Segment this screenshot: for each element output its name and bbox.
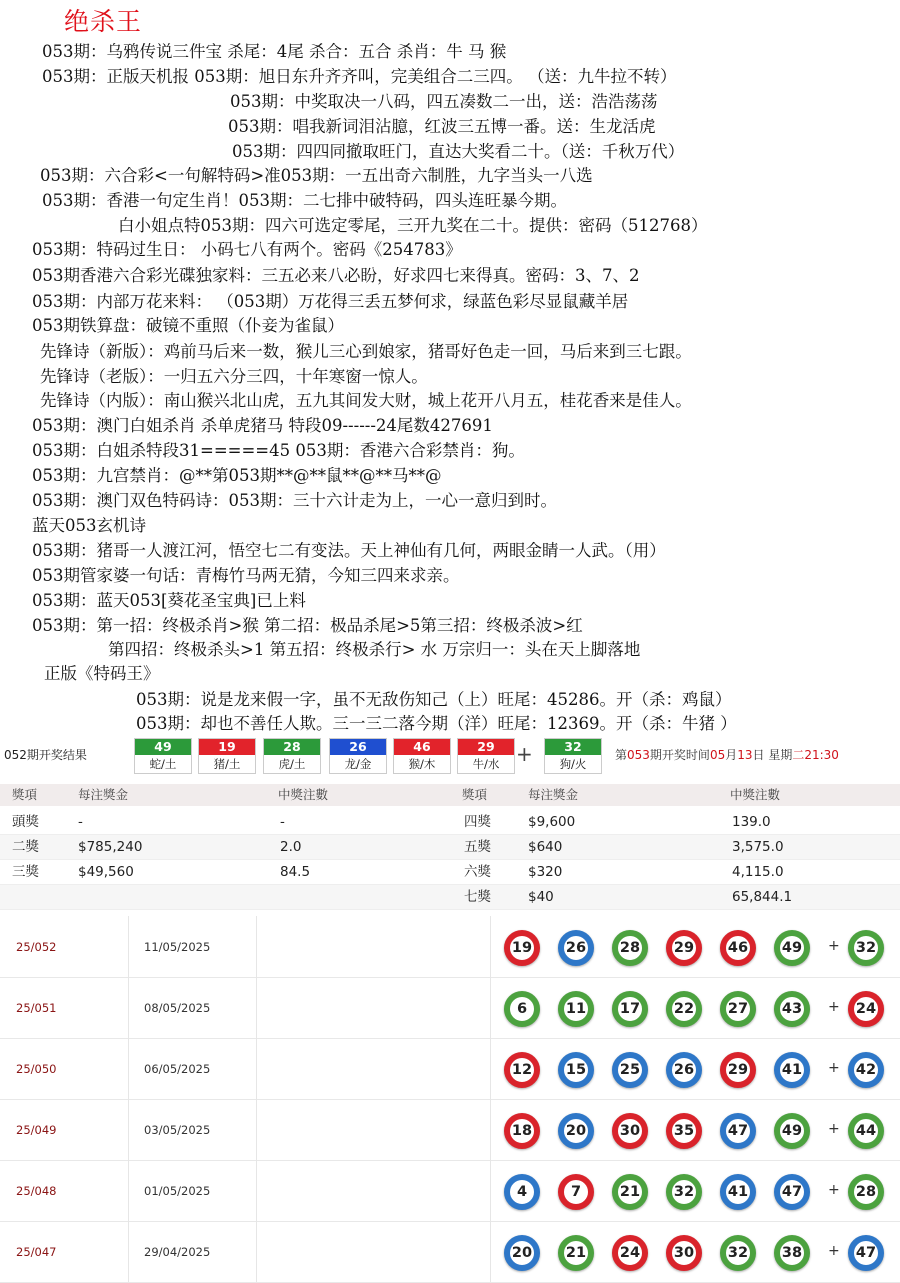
history-ball: 32 — [720, 1235, 756, 1271]
result-ball — [198, 738, 256, 774]
prize-cell: 五獎 — [464, 839, 491, 855]
history-period: 25/049 — [16, 1123, 57, 1137]
history-special-ball: 28 — [848, 1174, 884, 1210]
prize-cell: 頭獎 — [12, 814, 39, 830]
text-line: 蓝天053玄机诗 — [32, 516, 146, 535]
prize-cell: $9,600 — [528, 814, 576, 830]
result-ball — [329, 738, 387, 774]
history-row — [0, 977, 900, 1039]
history-period: 25/050 — [16, 1062, 57, 1076]
result-ball — [263, 738, 321, 774]
prize-cell: 六獎 — [464, 864, 491, 880]
history-divider — [490, 1038, 491, 1099]
prize-cell: 65,844.1 — [732, 889, 793, 905]
special-ball-number: 32 — [545, 739, 601, 755]
history-special-ball: 42 — [848, 1052, 884, 1088]
history-date: 29/04/2025 — [144, 1245, 211, 1259]
text-line: 053期：唱我新词泪沾臆，红波三五博一番。送：生龙活虎 — [228, 117, 656, 136]
next-month: 05 — [709, 748, 726, 762]
history-row — [0, 1099, 900, 1161]
next-mid: 期开奖时间 — [649, 748, 710, 762]
history-plus: + — [828, 1121, 840, 1137]
prize-cell: 4,115.0 — [732, 864, 784, 880]
prize-header: 中獎注數 — [730, 787, 781, 802]
history-period: 25/047 — [16, 1245, 57, 1259]
history-ball: 15 — [558, 1052, 594, 1088]
result-ball — [457, 738, 515, 774]
text-line: 053期：六合彩<一句解特码>准053期：一五出奇六制胜，九字当头一八选 — [40, 166, 593, 185]
prize-header: 每注獎金 — [78, 787, 129, 802]
page-title: 绝杀王 — [64, 7, 143, 36]
history-ball: 22 — [666, 991, 702, 1027]
plus-sign: + — [516, 742, 533, 766]
history-divider — [256, 977, 257, 1038]
history-row — [0, 1160, 900, 1222]
result-ball-number: 28 — [264, 739, 320, 755]
history-ball: 47 — [720, 1113, 756, 1149]
history-ball: 11 — [558, 991, 594, 1027]
draw-history — [0, 916, 900, 1283]
history-plus: + — [828, 938, 840, 954]
history-divider — [490, 1160, 491, 1221]
prize-cell: 三獎 — [12, 864, 39, 880]
text-line: 053期：说是龙来假一字，虽不无敌伤知己（上）旺尾：45286。开（杀：鸡鼠） — [136, 690, 732, 709]
history-ball: 35 — [666, 1113, 702, 1149]
history-ball: 29 — [666, 930, 702, 966]
history-ball: 21 — [558, 1235, 594, 1271]
history-ball: 27 — [720, 991, 756, 1027]
text-line: 053期：蓝天053[葵花圣宝典]已上料 — [32, 591, 306, 610]
text-line: 053期：澳门双色特码诗：053期：三十六计走为上，一心一意归到时。 — [32, 491, 557, 510]
next-period: 053 — [627, 748, 650, 762]
text-line: 053期管家婆一句话：青梅竹马两无猜，今知三四来求亲。 — [32, 566, 460, 585]
text-line: 053期：第一招：终极杀肖>猴 第二招：极品杀尾>5第三招：终极杀波>红 — [32, 616, 583, 635]
history-ball: 18 — [504, 1113, 540, 1149]
history-ball: 32 — [666, 1174, 702, 1210]
next-d: 日 星期 — [752, 748, 793, 762]
history-date: 03/05/2025 — [144, 1123, 211, 1137]
history-ball: 24 — [612, 1235, 648, 1271]
history-ball: 47 — [774, 1174, 810, 1210]
text-line: 053期：九宫禁肖：@**第053期**@**鼠**@**马**@ — [32, 466, 442, 485]
history-divider — [256, 916, 257, 977]
prize-header: 獎項 — [12, 787, 38, 802]
text-line: 053期：内部万花来料： （053期）万花得三丢五梦何求，绿蓝色彩尽显鼠藏羊居 — [32, 292, 629, 311]
prize-cell: - — [280, 814, 285, 830]
next-weekday: 二 — [792, 748, 805, 762]
history-period: 25/051 — [16, 1001, 57, 1015]
history-ball: 29 — [720, 1052, 756, 1088]
history-divider — [490, 977, 491, 1038]
history-period: 25/052 — [16, 940, 57, 954]
prize-cell: 七獎 — [464, 889, 491, 905]
prize-cell: 2.0 — [280, 839, 302, 855]
history-ball: 21 — [612, 1174, 648, 1210]
result-ball-zodiac: 虎/土 — [264, 755, 320, 773]
text-line: 053期香港六合彩光碟独家料：三五必来八必盼，好求四七来得真。密码：3、7、2 — [32, 266, 640, 285]
prize-cell: 二獎 — [12, 839, 39, 855]
text-line: 053期：乌鸦传说三件宝 杀尾：4尾 杀合：五合 杀肖：牛 马 猴 — [42, 42, 507, 61]
history-special-ball: 24 — [848, 991, 884, 1027]
text-line: 053期：澳门白姐杀肖 杀单虎猪马 特段09------24尾数427691 — [32, 416, 493, 435]
history-row — [0, 916, 900, 978]
prize-header: 中獎注數 — [278, 787, 329, 802]
prize-cell: $320 — [528, 864, 563, 880]
history-period: 25/048 — [16, 1184, 57, 1198]
result-ball-zodiac: 猴/木 — [394, 755, 450, 773]
history-ball: 38 — [774, 1235, 810, 1271]
history-divider — [128, 1160, 129, 1221]
text-line: 第四招：终极杀头>1 第五招：终极杀行> 水 万宗归一：头在天上脚落地 — [108, 640, 641, 659]
history-ball: 41 — [774, 1052, 810, 1088]
history-divider — [490, 1099, 491, 1160]
results-bar — [0, 736, 900, 774]
history-ball: 12 — [504, 1052, 540, 1088]
history-ball: 46 — [720, 930, 756, 966]
prize-header: 每注獎金 — [528, 787, 579, 802]
prize-cell: - — [78, 814, 83, 830]
history-divider — [128, 1221, 129, 1282]
result-ball — [393, 738, 451, 774]
history-special-ball: 47 — [848, 1235, 884, 1271]
history-ball: 17 — [612, 991, 648, 1027]
result-ball-zodiac: 猪/土 — [199, 755, 255, 773]
history-divider — [256, 1160, 257, 1221]
result-ball-number: 46 — [394, 739, 450, 755]
history-divider — [128, 1099, 129, 1160]
text-line: 053期：却也不善任人欺。三一三二落今期（洋）旺尾：12369。开（杀：牛猪 ） — [136, 714, 737, 733]
result-ball-zodiac: 龙/金 — [330, 755, 386, 773]
result-ball — [134, 738, 192, 774]
result-ball-zodiac: 蛇/土 — [135, 755, 191, 773]
prize-cell: $785,240 — [78, 839, 143, 855]
text-line: 先锋诗（老版）：一归五六分三四，十年寒窗一惊人。 — [40, 367, 428, 386]
text-line: 先锋诗（内版）：南山猴兴北山虎，五九其间发大财，城上花开八月五，桂花香来是佳人。 — [40, 391, 692, 410]
history-plus: + — [828, 1182, 840, 1198]
history-ball: 43 — [774, 991, 810, 1027]
history-ball: 25 — [612, 1052, 648, 1088]
history-row — [0, 1221, 900, 1283]
text-line: 053期：猪哥一人渡江河，悟空七二有变法。天上神仙有几何，两眼金睛一人武。（用） — [32, 541, 666, 560]
result-ball-number: 29 — [458, 739, 514, 755]
history-ball: 41 — [720, 1174, 756, 1210]
history-ball: 20 — [504, 1235, 540, 1271]
history-special-ball: 44 — [848, 1113, 884, 1149]
prize-cell: $40 — [528, 889, 554, 905]
prize-cell: 3,575.0 — [732, 839, 784, 855]
prize-cell: $640 — [528, 839, 563, 855]
history-divider — [128, 916, 129, 977]
text-line: 053期：白姐杀特段31=====45 053期：香港六合彩禁肖：狗。 — [32, 441, 525, 460]
text-line: 正版《特码王》 — [44, 664, 160, 683]
history-ball: 28 — [612, 930, 648, 966]
history-ball: 30 — [612, 1113, 648, 1149]
next-day: 13 — [737, 748, 753, 762]
text-line: 053期：中奖取决一八码，四五凑数二一出，送：浩浩荡荡 — [230, 92, 658, 111]
history-ball: 26 — [558, 930, 594, 966]
history-ball: 6 — [504, 991, 540, 1027]
prize-cell: $49,560 — [78, 864, 134, 880]
prize-cell: 84.5 — [280, 864, 311, 880]
text-line: 053期：四四同撤取旺门，直达大奖看二十。（送：千秋万代） — [232, 142, 685, 161]
history-ball: 20 — [558, 1113, 594, 1149]
text-line: 053期：香港一句定生肖！053期：二七排中破特码，四头连旺暴今期。 — [42, 191, 567, 210]
prize-header: 獎項 — [462, 787, 488, 802]
history-divider — [490, 1221, 491, 1282]
prize-cell: 139.0 — [732, 814, 771, 830]
next-draw-info — [615, 746, 839, 763]
history-date: 11/05/2025 — [144, 940, 211, 954]
history-date: 01/05/2025 — [144, 1184, 211, 1198]
history-special-ball: 32 — [848, 930, 884, 966]
history-ball: 49 — [774, 1113, 810, 1149]
result-ball-number: 19 — [199, 739, 255, 755]
history-divider — [128, 977, 129, 1038]
text-line: 053期：特码过生日： 小码七八有两个。密码《254783》 — [32, 240, 462, 259]
result-ball-zodiac: 牛/水 — [458, 755, 514, 773]
result-ball-number: 49 — [135, 739, 191, 755]
history-ball: 19 — [504, 930, 540, 966]
next-time: 21:30 — [804, 748, 839, 762]
results-bar-label: 052期开奖结果 — [4, 748, 87, 762]
history-ball: 7 — [558, 1174, 594, 1210]
history-plus: + — [828, 1243, 840, 1259]
history-ball: 26 — [666, 1052, 702, 1088]
special-ball-zodiac: 狗/火 — [545, 755, 601, 773]
special-ball — [544, 738, 602, 774]
history-divider — [256, 1038, 257, 1099]
history-row — [0, 1038, 900, 1100]
history-ball: 49 — [774, 930, 810, 966]
history-date: 08/05/2025 — [144, 1001, 211, 1015]
text-line: 先锋诗（新版）：鸡前马后来一数，猴儿三心到娘家，猪哥好色走一回，马后来到三七跟。 — [40, 342, 692, 361]
history-ball: 4 — [504, 1174, 540, 1210]
next-m: 月 — [725, 748, 738, 762]
history-plus: + — [828, 1060, 840, 1076]
history-ball: 30 — [666, 1235, 702, 1271]
history-divider — [256, 1099, 257, 1160]
history-divider — [128, 1038, 129, 1099]
text-line: 白小姐点特053期：四六可选定零尾，三开九奖在二十。提供：密码（512768） — [118, 216, 708, 235]
history-divider — [256, 1221, 257, 1282]
history-divider — [490, 916, 491, 977]
prize-cell: 四獎 — [464, 814, 491, 830]
next-prefix: 第 — [615, 748, 628, 762]
history-date: 06/05/2025 — [144, 1062, 211, 1076]
text-line: 053期：正版天机报 053期：旭日东升齐齐叫，完美组合二三四。 （送：九牛拉不转） — [42, 67, 677, 86]
text-line: 053期铁算盘：破镜不重照（仆妾为雀鼠） — [32, 316, 344, 335]
history-plus: + — [828, 999, 840, 1015]
prize-table — [0, 784, 900, 910]
result-ball-number: 26 — [330, 739, 386, 755]
